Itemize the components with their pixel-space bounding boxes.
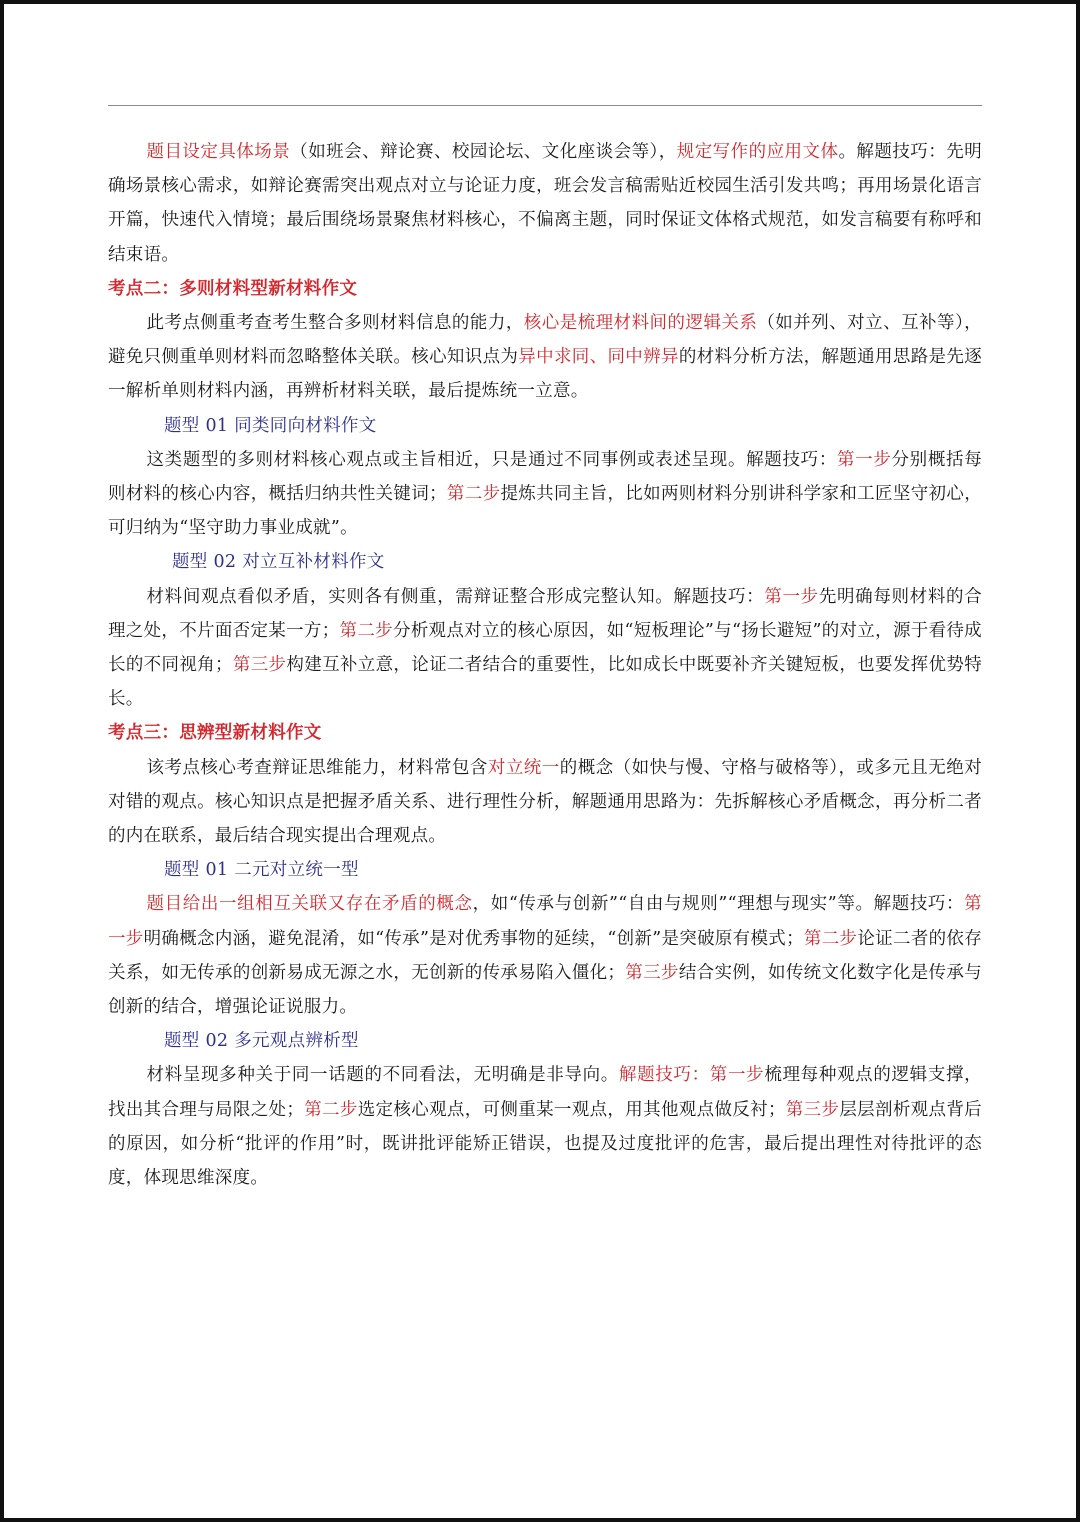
question-type-title <box>108 1024 982 1058</box>
highlighted-text: 第二步 <box>304 1099 358 1120</box>
highlighted-text: 第三步 <box>785 1099 840 1120</box>
document-body <box>108 135 982 1195</box>
body-paragraph <box>108 580 982 717</box>
text-run: 。解题技巧：先明确场景核心需求，如辩论赛需突出观点对立与论证力度，班会发言稿需贴近校园生活引发共鸣；再用场景化语言开篇，快速代入情境；最后围绕场景聚焦材料核心，不偏离主题，同时保证文体格式规范，如发言稿要有称呼和结束语。 <box>108 142 982 265</box>
text-run: 这类题型的多则材料核心观点或主旨相近，只是通过不同事例或表述呈现。解题技巧： <box>146 449 837 470</box>
text-run: 明确概念内涵，避免混淆，如“传承”是对优秀事物的延续，“创新”是突破原有模式； <box>143 928 804 949</box>
text-run: 此考点侧重考查考生整合多则材料信息的能力， <box>146 313 524 334</box>
text-run: 论证二者的依存关系，如无传承的创新易成无源之水，无创新的传承易陷入僵化； <box>108 928 982 983</box>
highlighted-text: 题目给出一组相互关联又存在矛盾的概念 <box>146 894 473 915</box>
highlighted-text: 第一步 <box>108 894 982 949</box>
text-run: 题型 02 多元观点辨析型 <box>164 1031 359 1052</box>
text-run: 的概念（如快与慢、守格与破格等），或多元且无绝对对错的观点。核心知识点是把握矛盾关系、进行理性分析，解题通用思路为：先拆解核心矛盾概念，再分析二者的内在联系，最后结合现实提出合理观点。 <box>108 757 983 847</box>
text-run: 选定核心观点，可侧重某一观点，用其他观点做反衬； <box>357 1099 786 1120</box>
highlighted-text: 解题技巧：第一步 <box>618 1065 765 1086</box>
highlighted-text: 第二步 <box>446 484 501 505</box>
text-run: 的材料分析方法，解题通用思路是先逐一解析单则材料内涵，再辨析材料关联，最后提炼统一立意。 <box>108 347 983 402</box>
text-run: 题型 02 对立互补材料作文 <box>172 552 385 573</box>
text-run: 分别概括每则材料的核心内容，概括归纳共性关键词； <box>108 449 982 505</box>
text-run: 提炼共同主旨，比如两则材料分别讲科学家和工匠坚守初心，可归纳为“坚守助力事业成就”。 <box>108 484 982 539</box>
highlighted-text: 对立统一 <box>487 757 560 778</box>
highlighted-text: 第二步 <box>803 928 858 949</box>
text-run: 分析观点对立的核心原因，如“短板理论”与“扬长避短”的对立，源于看待成长的不同视角； <box>108 620 982 676</box>
highlighted-text: 考点三：思辨型新材料作文 <box>108 723 322 744</box>
text-run: ，如“传承与创新”“自由与规则”“理想与现实”等。解题技巧： <box>472 894 965 915</box>
header-rule <box>108 105 982 106</box>
text-run: 结合实例，如传统文化数字化是传承与创新的结合，增强论证说服力。 <box>108 962 983 1018</box>
question-type-title <box>108 853 982 887</box>
text-run: 先明确每则材料的合理之处，不片面否定某一方； <box>108 586 982 641</box>
body-paragraph <box>108 306 982 409</box>
text-run: 材料间观点看似矛盾，实则各有侧重，需辩证整合形成完整认知。解题技巧： <box>146 586 765 607</box>
highlighted-text: 第三步 <box>232 655 287 676</box>
highlighted-text: 核心是梳理材料间的逻辑关系 <box>523 313 758 334</box>
question-type-title <box>108 409 982 443</box>
highlighted-text: 第三步 <box>625 962 679 983</box>
highlighted-text: 第一步 <box>837 449 892 470</box>
section-heading <box>108 716 982 750</box>
text-run: （如并列、对立、互补等），避免只侧重单则材料而忽略整体关联。核心知识点为 <box>108 313 982 368</box>
highlighted-text: 题目设定具体场景 <box>146 142 291 162</box>
body-paragraph <box>108 887 982 1024</box>
body-paragraph <box>108 443 982 546</box>
text-run: 层层剖析观点背后的原因，如分析“批评的作用”时，既讲批评能矫正错误，也提及过度批评的危害，最后提出理性对待批评的态度，体现思维深度。 <box>108 1099 982 1189</box>
text-run: 构建互补立意，论证二者结合的重要性，比如成长中既要补齐关键短板，也要发挥优势特长。 <box>108 655 982 710</box>
text-run: （如班会、辩论赛、校园论坛、文化座谈会等）， <box>290 142 677 162</box>
highlighted-text: 第一步 <box>764 586 819 607</box>
body-paragraph <box>108 1058 982 1195</box>
highlighted-text: 考点二：多则材料型新材料作文 <box>108 278 358 299</box>
text-run: 题型 01 同类同向材料作文 <box>164 415 377 436</box>
highlighted-text: 异中求同、同中辨异 <box>518 347 679 368</box>
section-heading <box>108 272 982 306</box>
highlighted-text: 规定写作的应用文体 <box>676 142 839 162</box>
body-paragraph <box>108 135 982 272</box>
text-run: 题型 01 二元对立统一型 <box>164 860 359 881</box>
text-run: 该考点核心考查辩证思维能力，材料常包含 <box>146 757 488 778</box>
question-type-title <box>108 545 982 579</box>
body-paragraph <box>108 751 982 854</box>
text-run: 梳理每种观点的逻辑支撑，找出其合理与局限之处； <box>108 1065 982 1120</box>
text-run: 材料呈现多种关于同一话题的不同看法，无明确是非导向。 <box>146 1065 619 1086</box>
highlighted-text: 第二步 <box>339 620 393 641</box>
